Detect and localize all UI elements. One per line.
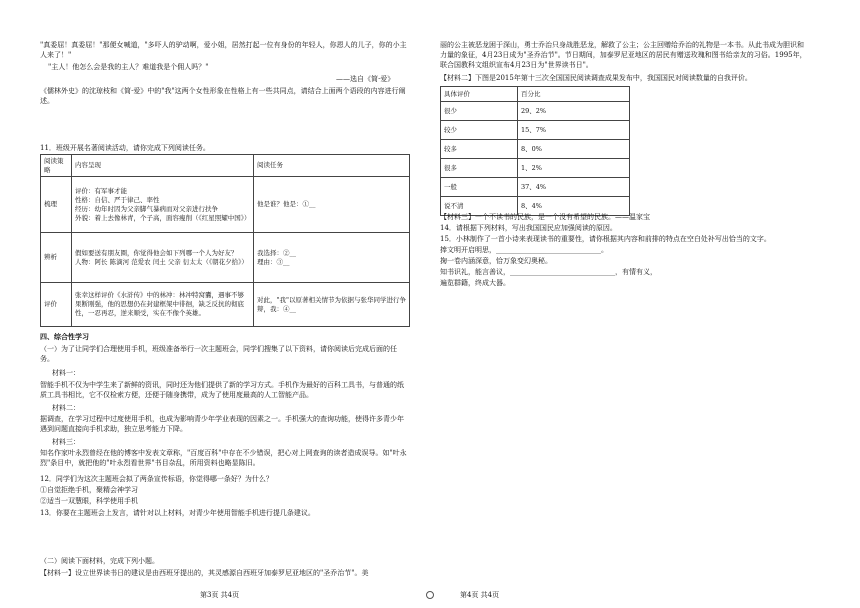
poem-line-4: 遍览群籍，终成大器。 [440, 279, 510, 287]
quote-paragraph-1: "真委屈！真委屈！"那便女喊道，"多吓人的驴动啊，爱小姐，居然打起一位有身份的年轻人，你恩人的儿子，你的小主人来了！" [40, 41, 407, 59]
header-task: 阅读任务 [254, 155, 410, 177]
slogan-option-1: ①自觉拒绝手机，聚精会神学习 [40, 486, 138, 494]
row-label: 较少 [441, 121, 518, 140]
row-analyze-content: 假如要送有朋友圈，你觉得他会如下列哪一个人为好友？ 人物：阿长 陈滴河 范爱农 闰土 父亲 衍太太（《朝花夕拾》） [72, 233, 254, 283]
question-11: 11．班级开展名著阅读活动，请你完成下列阅读任务。 [40, 144, 210, 152]
poem-line-1: 捧文明开启明思，______________________________。 [440, 246, 608, 254]
row-label: 较多 [441, 140, 518, 159]
material-2-title: 材料二： [52, 404, 80, 412]
comparison-task: 《儒林外史》的沈琼枝和《简·爱》中的"我"这两个女性形象在性格上有一些共同点，请结合上面两个语段的内容进行阐述。 [40, 87, 406, 105]
poem-line-2: 掬一卷内涵深意，恰万象变幻奥秘。 [440, 257, 552, 265]
material-3-text: 知名作家叶永烈曾经在他的博客中发表文章称，"百度百科"中存在不少错误，把心对上网查询的读者造成误导。如"叶永烈"条目中，就把他的"叶永烈看世界"书目杂乱，所用资料也略显陈旧。 [40, 449, 407, 467]
row-label: 一般 [441, 178, 518, 197]
row-sort-content: 评价：有军事才能 性格：自信、严于律己、率性 经历：幼年时因为父亲脚气暴病而对父亲进行扶争 外貌：着上去像林青，个子高，面容瘦削（《红星照耀中国》） [72, 177, 254, 233]
row-value: 8、4% [518, 197, 630, 216]
material-1-text: 智能手机不仅为中学生来了新鲜的资讯，同时还为他们提供了新的学习方式。手机作为最好的百科工具书，与普通的纸质工具书相比，它不仅检索方便，还便于随身携带，成为了使用度最高的人工智能产品。 [40, 381, 404, 399]
slogan-option-2: ②适当一双慧眼，科学使用手机 [40, 497, 138, 505]
row-analyze-task: 我选择：②__ 理由：③__ [254, 233, 410, 283]
material-1-title: 材料一： [52, 369, 80, 377]
legend-continuation: 丽的公主被恶龙困于深山，勇士乔治只身战胜恶龙，解救了公主；公主回赠给乔治的礼物是一本书。从此书成为胆识和力量的象征，4月23日成为"圣乔治节"。节日期间，加泰罗尼亚地区的居民有赠送玫瑰和图书给亲友的习俗。1995年，联合国教科文组织宣布4月23日为"世界读书日"。 [440, 41, 807, 69]
quote-source: ——选自《简·爱》 [336, 75, 395, 83]
row-evaluate-content: 张幸这样评价《水浒传》中的林冲：林冲特窝囊，遇事不够果断刚强，他的思想仍在封建框架中徘徊，缺乏反抗的彻底性，一忍再忍，逆来顺受，实在不像个英雄。 [72, 283, 254, 327]
question-15: 15．小林制作了一首小诗来表现读书的重要性，请你根据其内容和前排的特点在空白处补写出恰当的文字。 [440, 235, 771, 243]
row-value: 8、0% [518, 140, 630, 159]
row-label: 很少 [441, 102, 518, 121]
material-1-story: 【材料一】设立世界读书日的建议是由西班牙提出的，其灵感源自西班牙加泰罗尼亚地区的"圣乔治节"。美 [40, 569, 369, 577]
material-3: 【材料三】一个不读书的民族，是一个没有希望的民族。——温家宝 [440, 213, 650, 221]
row-value: 37、4% [518, 178, 630, 197]
page-footer-3: 第3页 共4页 [200, 591, 240, 599]
row-value: 29、2% [518, 102, 630, 121]
header-strategy: 阅读策略 [41, 155, 72, 177]
row-value: 1、2% [518, 159, 630, 178]
header-evaluation: 具体评价 [441, 87, 518, 102]
question-12: 12．同学们为这次主题班会拟了两条宣传标语，你觉得哪一条好？为什么？ [40, 475, 273, 483]
section-4-heading: 四、综合性学习 [40, 332, 89, 341]
row-evaluate-label: 评价 [41, 283, 72, 327]
question-13: 13．你要在主题班会上发言，请针对以上材料，对青少年使用智能手机进行提几条建议。 [40, 509, 315, 517]
quote-paragraph-2: "主人！他怎么会是我的主人？难道我是个佣人吗？" [48, 63, 209, 71]
right-page [430, 0, 860, 608]
question-14: 14．请根据下列材料，写出我国国民应加强阅读的原因。 [440, 224, 617, 232]
part-1-intro: （一）为了让同学们合理使用手机，班级准备举行一次主题班会，同学们搜集了以下资料，请你阅读后完成后面的任务。 [40, 345, 397, 363]
material-2-intro: 【材料二】下图是2015年第十三次全国国民阅读调查成果发布中，我国国民对阅读数量的自我评价。 [440, 74, 752, 82]
row-label: 很多 [441, 159, 518, 178]
row-analyze-label: 辨析 [41, 233, 72, 283]
reading-task-table [40, 154, 410, 327]
part-2-intro: （二）阅读下面材料，完成下列小题。 [40, 557, 159, 565]
row-sort-task: 他是谁？他是：①__ [254, 177, 410, 233]
row-value: 15、7% [518, 121, 630, 140]
header-percentage: 百分比 [518, 87, 630, 102]
row-label: 说不清 [441, 197, 518, 216]
page-footer-4: 第4页 共4页 [460, 591, 500, 599]
material-2-text: 据调查，在学习过程中过度使用手机，也成为影响青少年学业表现的因素之一。手机强大的查询功能，使得许多青少年遇到问题直接向手机求助，独立思考能力下降。 [40, 415, 404, 433]
reading-survey-table [440, 86, 630, 216]
row-evaluate-task: 对此，"我"以原著相关情节为依据与张华同学进行争辩，我：④__ [254, 283, 410, 327]
material-3-title: 材料三： [52, 438, 80, 446]
row-sort-label: 梳理 [41, 177, 72, 233]
header-content: 内容呈现 [72, 155, 254, 177]
poem-line-3: 知书识礼，能言善议，______________________________，有情有义， [440, 268, 657, 276]
